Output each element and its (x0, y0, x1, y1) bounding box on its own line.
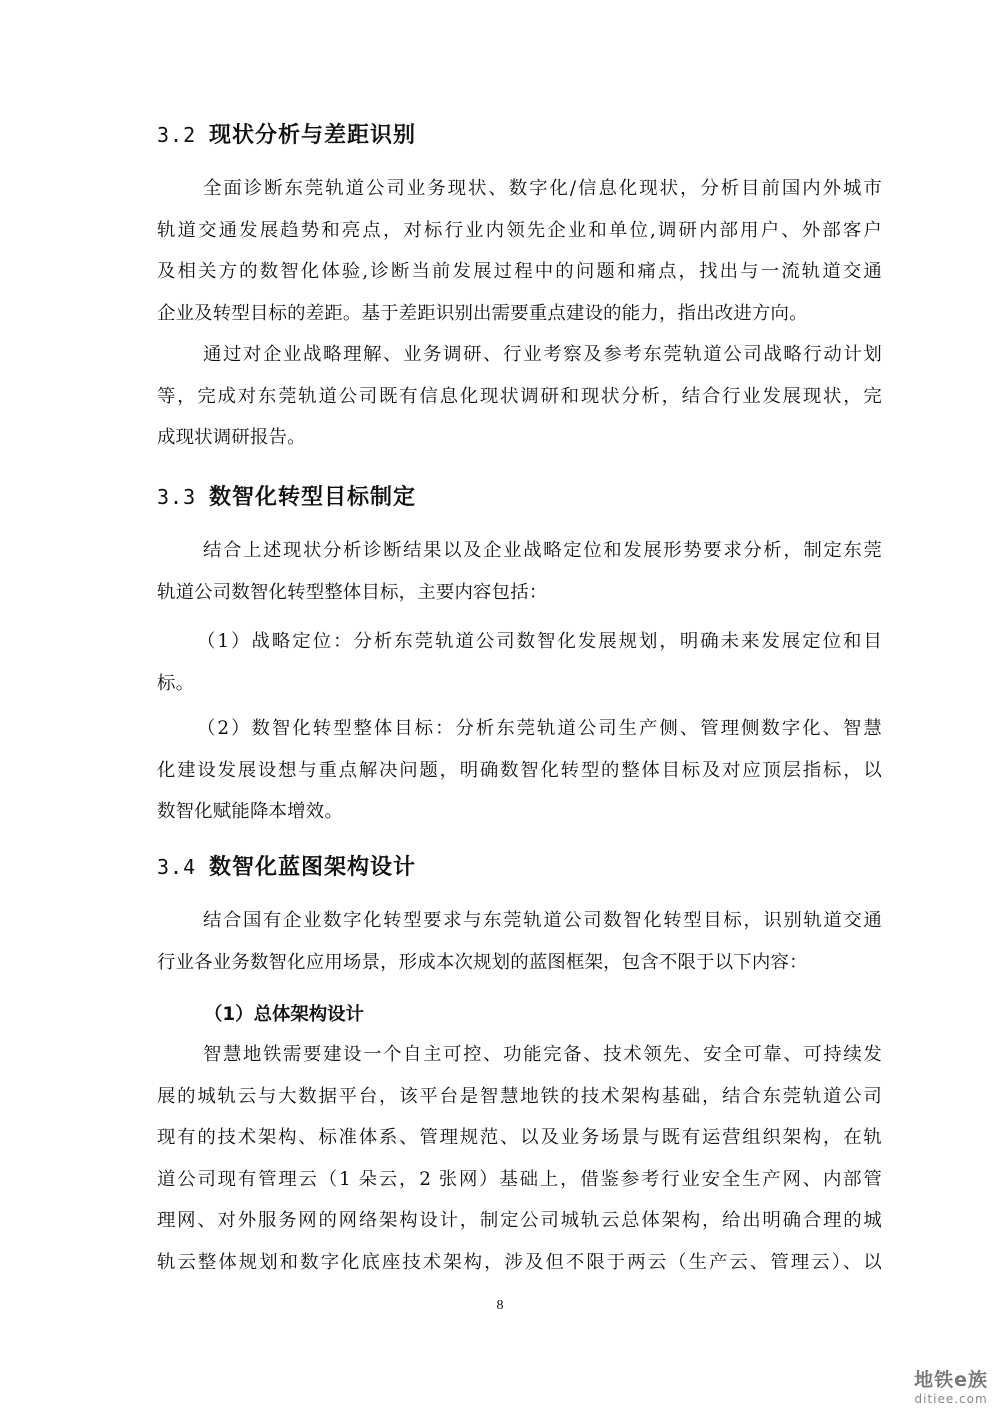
paragraph (157, 334, 882, 459)
text-line: （1）战略定位：分析东莞轨道公司数智化发展规划，明确未来发展定位和目 (197, 631, 882, 652)
text-line: 全面诊断东莞轨道公司业务现状、数字化/信息化现状，分析目前国内外城市 (203, 178, 882, 199)
paragraph (157, 1034, 882, 1283)
text-line: 等，完成对东莞轨道公司既有信息化现状调研和现状分析，结合行业发展现状，完 (157, 385, 882, 407)
section-heading-3-2 (157, 118, 416, 149)
watermark-sub-text: ditiee.com (914, 1392, 988, 1406)
paragraph (157, 621, 882, 704)
paragraph (157, 530, 882, 613)
section-number: 3.4 (157, 855, 197, 879)
section-number: 3.2 (157, 123, 197, 147)
section-heading-3-4 (157, 850, 416, 881)
text-line: 展的城轨云与大数据平台，该平台是智慧地铁的技术架构基础，结合东莞轨道公司 (157, 1085, 882, 1107)
text-line: 道公司现有管理云（1 朵云，2 张网）基础上，借鉴参考行业安全生产网、内部管 (157, 1168, 882, 1190)
text-line: 轨云整体规划和数字化底座技术架构，涉及但不限于两云（生产云、管理云）、以 (157, 1251, 882, 1273)
text-line: 数智化赋能降本增效。 (157, 801, 343, 822)
section-title: 现状分析与差距识别 (209, 123, 417, 148)
paragraph (157, 168, 882, 334)
text-line: 企业及转型目标的差距。基于差距识别出需要重点建设的能力，指出改进方向。 (157, 302, 808, 324)
site-watermark (914, 1365, 988, 1406)
text-line: 行业各业务数智化应用场景，形成本次规划的蓝图框架，包含不限于以下内容： (157, 951, 808, 973)
text-line: 轨道交通发展趋势和亮点，对标行业内领先企业和单位,调研内部用户、外部客户 (157, 219, 882, 241)
text-line: 现有的技术架构、标准体系、管理规范、以及业务场景与既有运营组织架构，在轨 (157, 1127, 882, 1148)
text-line: 及相关方的数智化体验,诊断当前发展过程中的问题和痛点，找出与一流轨道交通 (157, 261, 882, 282)
text-line: 轨道公司数智化转型整体目标，主要内容包括： (157, 581, 548, 603)
subheading-overall-architecture: （1）总体架构设计 (204, 1004, 364, 1025)
paragraph (157, 708, 882, 833)
text-line: 标。 (157, 672, 195, 694)
section-number: 3.3 (157, 485, 197, 509)
section-title: 数智化蓝图架构设计 (209, 855, 417, 880)
text-line: 化建设发展设想与重点解决问题，明确数智化转型的整体目标及对应顶层指标，以 (157, 759, 882, 781)
text-line: 结合上述现状分析诊断结果以及企业战略定位和发展形势要求分析，制定东莞 (203, 540, 882, 561)
text-line: 结合国有企业数字化转型要求与东莞轨道公司数智化转型目标，识别轨道交通 (203, 910, 882, 931)
watermark-main-text: 地铁e族 (914, 1369, 988, 1391)
paragraph (157, 900, 882, 983)
text-line: （2）数智化转型整体目标：分析东莞轨道公司生产侧、管理侧数字化、智慧 (197, 718, 882, 739)
page-number: 8 (496, 1298, 504, 1313)
section-title: 数智化转型目标制定 (209, 485, 417, 510)
text-line: 通过对企业战略理解、业务调研、行业考察及参考东莞轨道公司战略行动计划 (203, 344, 882, 365)
text-line: 成现状调研报告。 (157, 427, 306, 448)
text-line: 智慧地铁需要建设一个自主可控、功能完备、技术领先、安全可靠、可持续发 (203, 1044, 882, 1065)
text-line: 理网、对外服务网的网络架构设计，制定公司城轨云总体架构，给出明确合理的城 (157, 1210, 882, 1231)
section-heading-3-3 (157, 480, 416, 511)
